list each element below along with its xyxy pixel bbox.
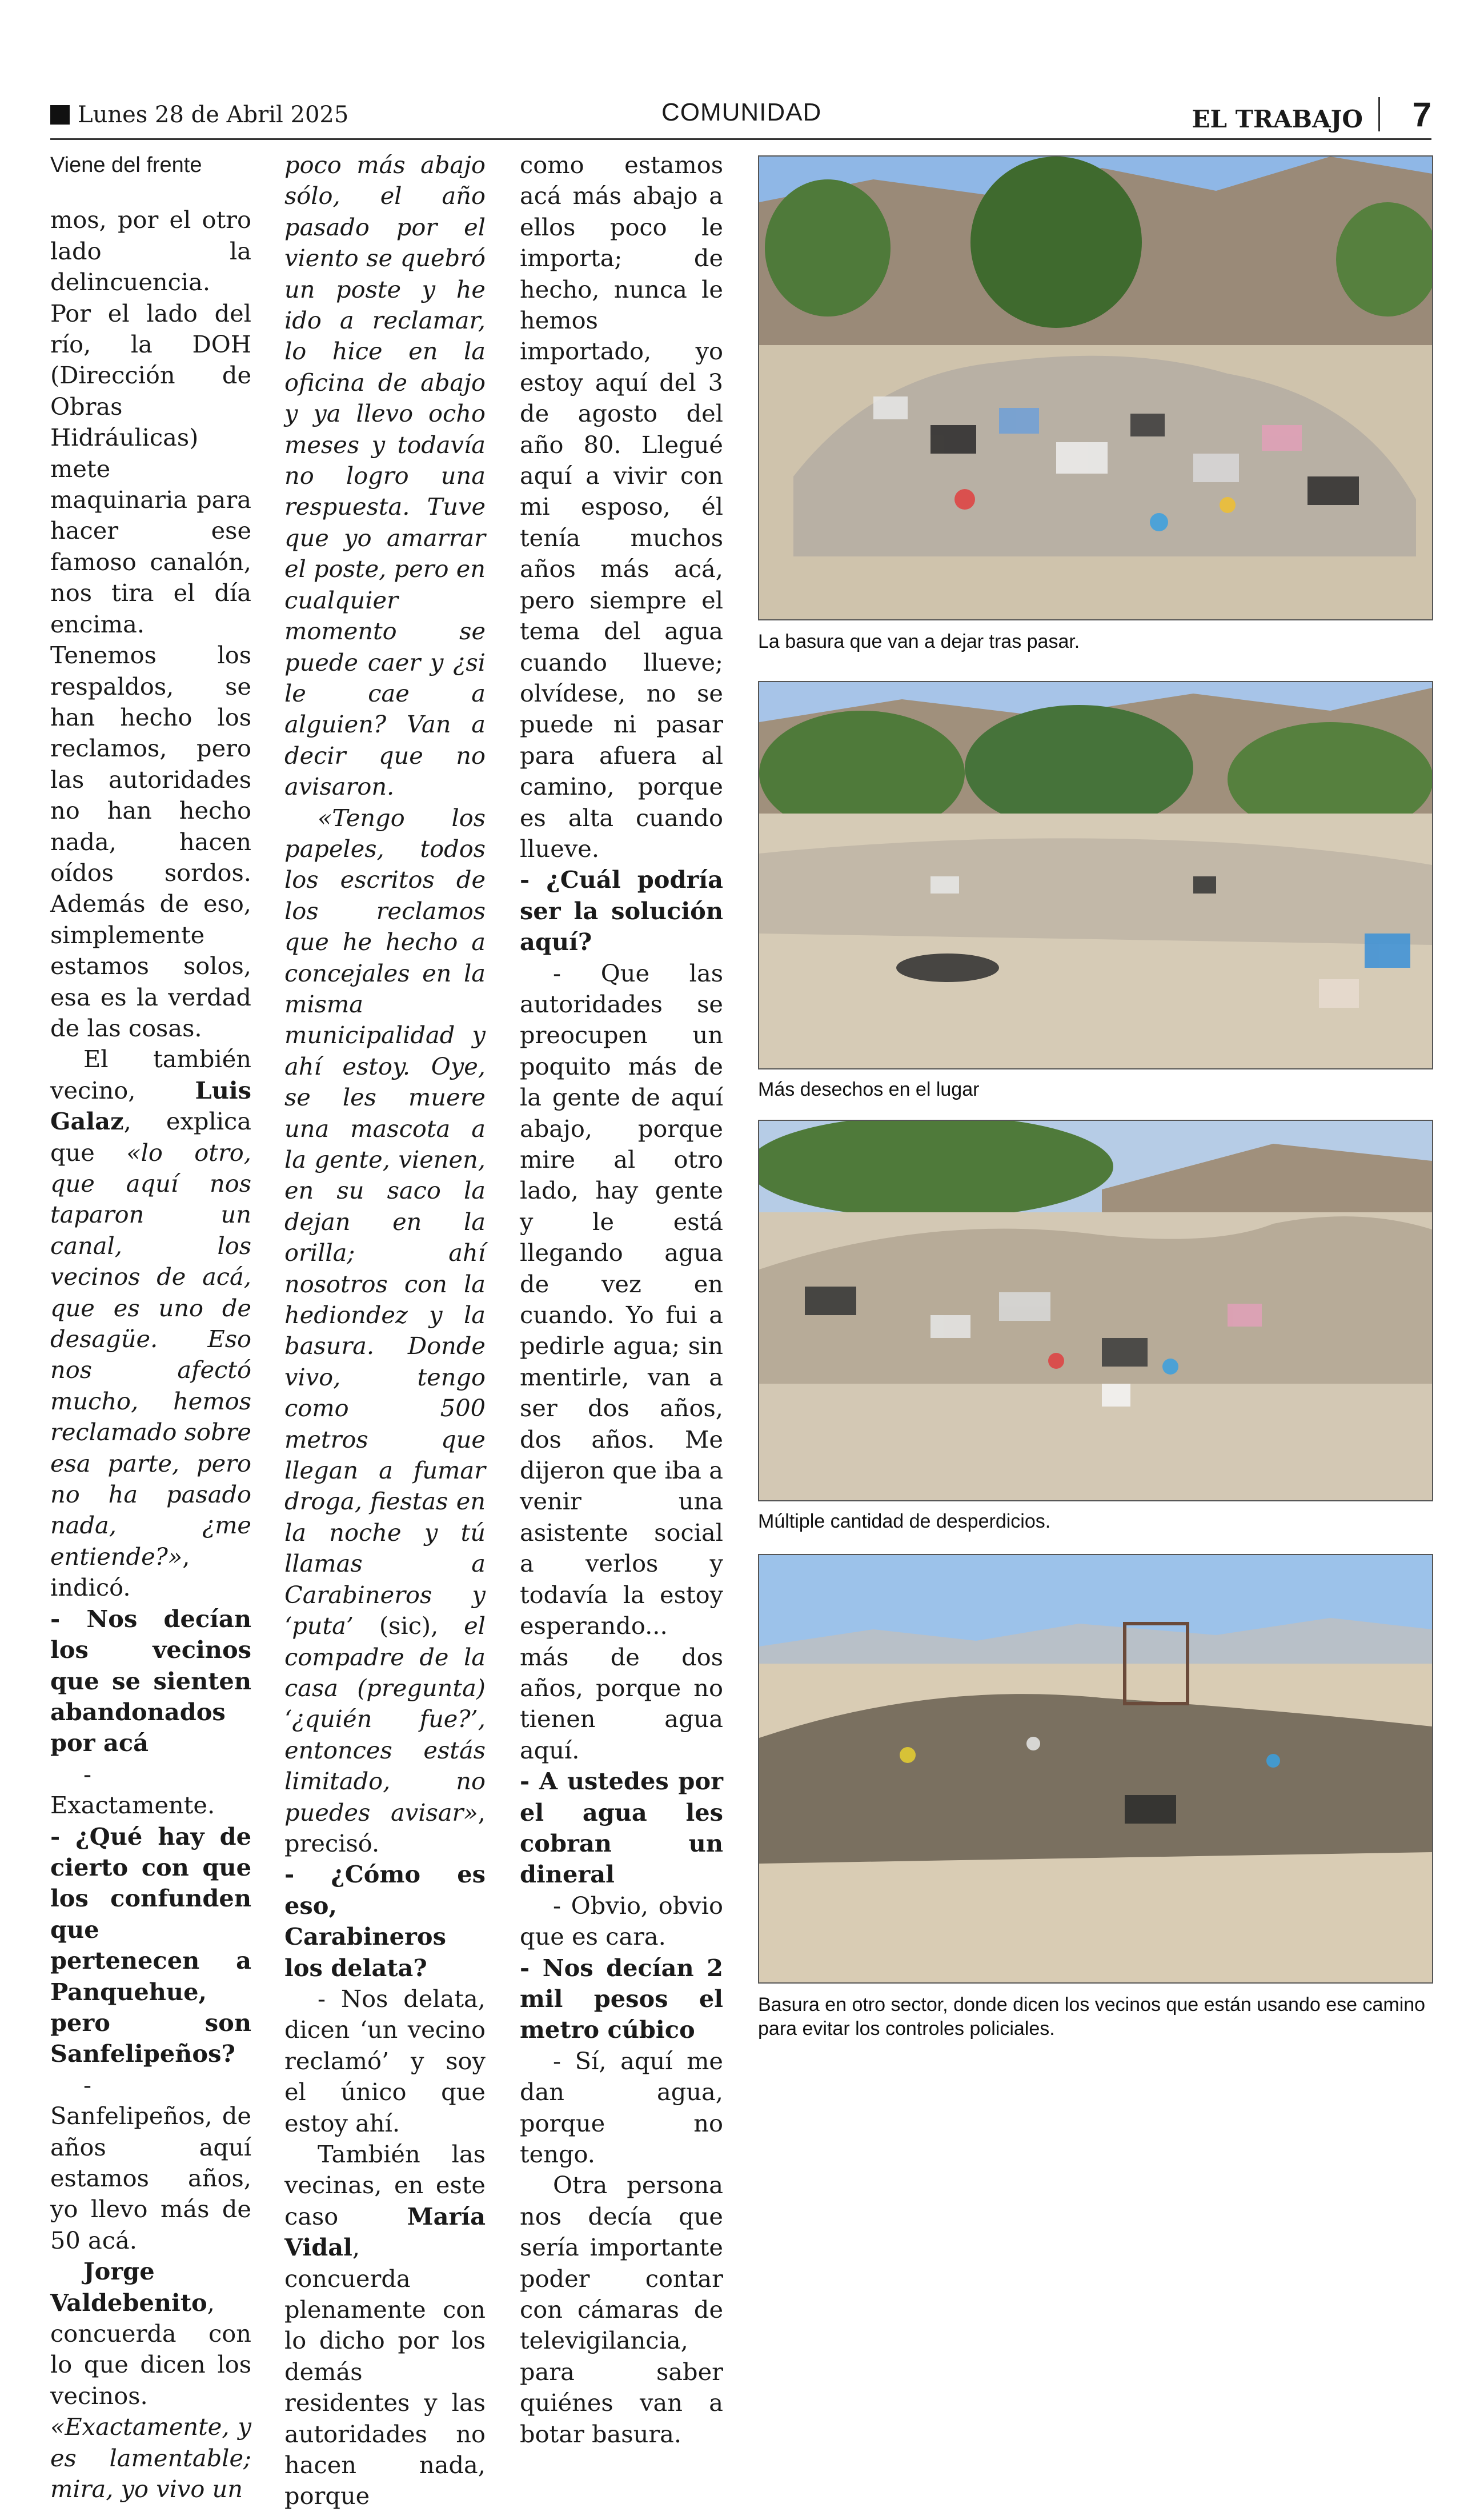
- text: , explica que: [50, 1107, 251, 1167]
- paragraph: [284, 2139, 486, 2512]
- quote: poco más abajo sólo, el año pasado por el viento se quebró un poste y he ido a reclamar, lo hice en la oficina de abajo y ya llevo ocho meses y todavía no logro una respuesta. Tuve que yo amarrar el poste, pero en cualquier momento se puede caer y ¿si le cae a alguien? Van a decir que no avisaron.: [284, 151, 486, 801]
- text: , precisó.: [284, 1798, 486, 1857]
- question: - A ustedes por el agua les cobran un dineral: [520, 1767, 723, 1889]
- header-divider: [1378, 97, 1380, 131]
- question: - ¿Qué hay de cierto con que los confunden que pertenecen a Panquehue, pero son Sanfelipeños?: [50, 1822, 251, 2068]
- answer: - Que las autoridades se preocupen un poquito más de la gente de aquí abajo, porque mire al otro lado, hay gente y le está llegando agua de vez en cuando. Yo fui a pedirle agua; sin mentirle, van a ser dos años, dos años. Me dijeron que iba a venir una asistente social a verlos y todavía la estoy esperando... más de dos años, porque no tienen agua aquí.: [520, 959, 723, 1764]
- header-square-icon: [50, 105, 70, 125]
- header-newspaper: EL TRABAJO: [1192, 105, 1363, 133]
- question: - Nos decían 2 mil pesos el metro cúbico: [520, 1953, 723, 2044]
- answer: - Nos delata, dicen ‘un vecino reclamó’ y soy el único que estoy ahí.: [284, 1984, 486, 2137]
- photo-caption: Múltiple cantidad de desperdicios.: [758, 1511, 1051, 1532]
- person-name: Jorge Valdebenito: [50, 2257, 207, 2317]
- question: - ¿Cómo es eso, Carabineros los delata?: [284, 1860, 486, 1982]
- page-header: [50, 97, 1431, 140]
- photo-image: [759, 1555, 1432, 1982]
- photo-trash-pile-3: [758, 1120, 1433, 1501]
- photo-caption: Basura en otro sector, donde dicen los vecinos que están usando ese camino para evitar los controles policiales.: [758, 1994, 1426, 2040]
- answer: - Sanfelipeños, de años aquí estamos años, yo llevo más de 50 acá.: [50, 2070, 251, 2254]
- photo-image: [759, 682, 1432, 1068]
- photo-caption: Más desechos en el lugar: [758, 1079, 980, 1100]
- paragraph: [284, 150, 486, 803]
- header-date-block: [50, 102, 348, 128]
- quote: «Tengo los papeles, todos los escritos de los reclamos que he hecho a concejales en la misma municipalidad y ahí estoy. Oye, se les muere una mascota a la gente, vienen, en su saco la dejan en la orilla; ahí nosotros con la hediondez y la basura. Donde vivo, tengo como 500 metros que llegan a fumar droga, fiestas en la noche y tú llamas a Carabineros y ‘puta’: [284, 803, 486, 1640]
- text: , concuerda plenamente con lo dicho por los demás residentes y las autoridades no hacen nada, porque: [284, 2233, 486, 2510]
- question: - ¿Cuál podría ser la solución aquí?: [520, 866, 723, 956]
- header-section: COMUNIDAD: [661, 98, 822, 126]
- answer: - Sí, aquí me dan agua, porque no tengo.: [520, 2046, 723, 2168]
- person-name: Luis Galaz: [50, 1076, 251, 1136]
- photo-caption: La basura que van a dejar tras pasar.: [758, 631, 1080, 652]
- answer: - Exactamente.: [50, 1760, 215, 1820]
- quote: «lo otro, que aquí nos taparon un canal, los vecinos de acá, que es uno de desagüe. Eso nos afectó mucho, hemos reclamado sobre esa parte, pero no ha pasado nada, ¿me entiende?»: [50, 1138, 251, 1570]
- paragraph: [284, 803, 486, 1860]
- photo-trash-pile-1: [758, 155, 1433, 620]
- paragraph: como estamos acá más abajo a ellos poco le importa; de hecho, nunca le hemos importado, yo estoy aquí del 3 de agosto del año 80. Llegué aquí a vivir con mi esposo, él tenía muchos años más acá, pero siempre el tema del agua cuando llueve; olvídese, no se puede ni pasar para afuera al camino, porque es alta cuando llueve.: [520, 151, 723, 863]
- photo-image: [759, 1121, 1432, 1500]
- article-column-2: [284, 150, 486, 2512]
- question: - Nos decían los vecinos que se sienten abandonados por acá: [50, 1604, 251, 1757]
- text: También las vecinas, en este caso: [284, 2140, 486, 2230]
- article-column-3: [520, 150, 723, 2450]
- text: (sic),: [354, 1612, 464, 1640]
- kicker: Viene del frente: [50, 153, 202, 177]
- paragraph: [50, 2256, 251, 2505]
- page-number: 7: [1412, 95, 1431, 134]
- paragraph: [50, 1044, 251, 1603]
- text: El también vecino,: [50, 1045, 251, 1104]
- person-name: María Vidal: [284, 2202, 486, 2262]
- quote: el compadre de la casa (pregunta) ‘¿quién fue?’, entonces estás limitado, no puedes avisar»: [284, 1612, 486, 1826]
- photo-trash-pile-4: [758, 1554, 1433, 1984]
- header-date: Lunes 28 de Abril 2025: [78, 102, 349, 128]
- quote: «Exactamente, y es lamentable; mira, yo vivo un: [50, 2413, 251, 2503]
- text: , concuerda con lo que dicen los vecinos.: [50, 2288, 251, 2410]
- photo-trash-pile-2: [758, 681, 1433, 1069]
- photo-image: [759, 157, 1432, 619]
- paragraph: mos, por el otro lado la delincuencia. Por el lado del río, la DOH (Dirección de Obras Hidráulicas) mete maquinaria para hacer ese famoso canalón, nos tira el día encima. Tenemos los respaldos, se han hecho los reclamos, pero las autoridades no han hecho nada, hacen oídos sordos. Además de eso, simplemente estamos solos, esa es la verdad de las cosas.: [50, 206, 251, 1042]
- answer: - Obvio, obvio que es cara.: [520, 1891, 723, 1951]
- text: , indicó.: [50, 1542, 190, 1602]
- article-column-1: [50, 150, 251, 2505]
- paragraph: Otra persona nos decía que sería importante poder contar con cámaras de televigilancia, para saber quiénes van a botar basura.: [520, 2171, 723, 2448]
